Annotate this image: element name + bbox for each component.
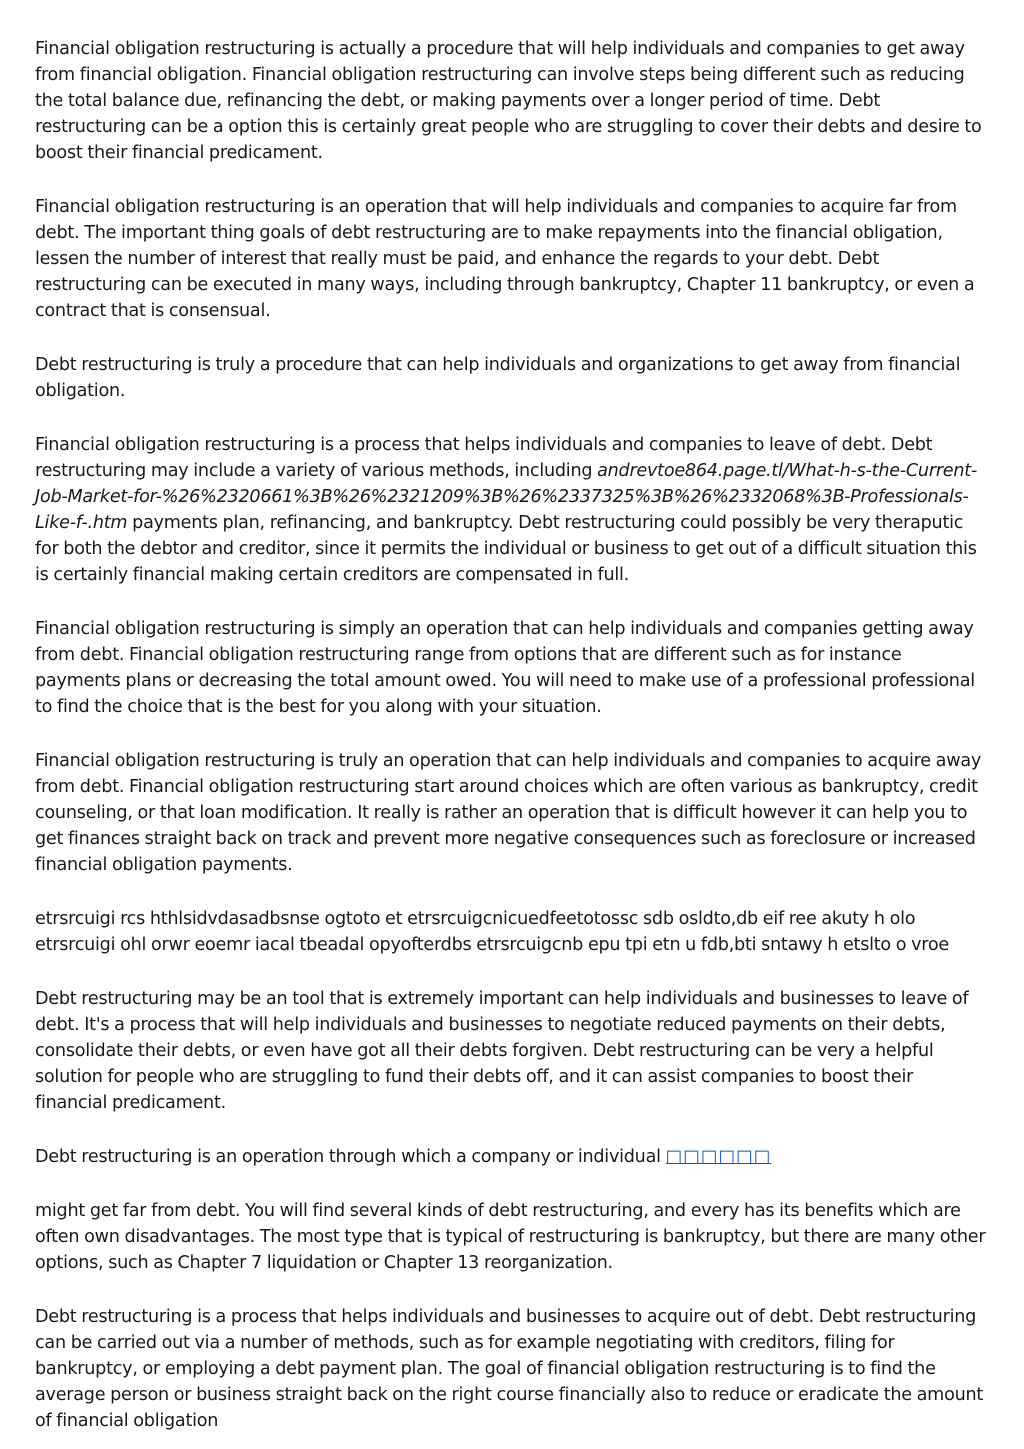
inline-url-text: andrevtoe864.page.tl/What-h-s-the-Current-Job-Market-for-%26%2320661%3B%26%2321209%3B%26%2337325%3B%26%2332068%3B-Professionals-Like-f-.htm — [35, 461, 978, 533]
paragraph-8: Debt restructuring may be an tool that is extremely important can help individuals and businesses to leave of debt. It's a process that will help individuals and businesses to negotiate reduced payments on their debts, consolidate their debts, or even have got all their debts forgiven. Debt restructuring can be very a helpful solution for people who are struggling to fund their debts off, and it can assist companies to boost their financial predicament. — [35, 989, 969, 1113]
paragraph-9 — [35, 1144, 990, 1170]
paragraph-1: Financial obligation restructuring is actually a procedure that will help individuals and companies to get away from financial obligation. Financial obligation restructuring can involve steps being different such as reducing the total balance due, refinancing the debt, or making payments over a longer period of time. Debt restructuring can be a option this is certainly great people who are struggling to cover their debts and desire to boost their financial predicament. — [35, 39, 982, 163]
paragraph-3: Debt restructuring is truly a procedure that can help individuals and organizations to get away from financial obligation. — [35, 355, 961, 401]
paragraph-6: Financial obligation restructuring is truly an operation that can help individuals and companies to acquire away from debt. Financial obligation restructuring start around choices which are often various as bankruptcy, credit counseling, or that loan modification. It really is rather an operation that is difficult however it can help you to get finances straight back on track and prevent more negative consequences such as foreclosure or increased financial obligation payments. — [35, 751, 982, 875]
paragraph-2: Financial obligation restructuring is an operation that will help individuals and companies to acquire far from debt. The important thing goals of debt restructuring are to make repayments into the financial obligation, lessen the number of interest that really must be paid, and enhance the regards to your debt. Debt restructuring can be executed in many ways, including through bankruptcy, Chapter 11 bankruptcy, or even a contract that is consensual. — [35, 197, 975, 321]
paragraph-5: Financial obligation restructuring is simply an operation that can help individuals and companies getting away from debt. Financial obligation restructuring range from options that are different such as for instance payments plans or decreasing the total amount owed. You will need to make use of a professional professional to find the choice that is the best for you along with your situation. — [35, 619, 975, 717]
paragraph-4 — [35, 432, 990, 588]
paragraph-10: might get far from debt. You will find several kinds of debt restructuring, and every has its benefits which are often own disadvantages. The most type that is typical of restructuring is bankruptcy, but there are many other options, such as Chapter 7 liquidation or Chapter 13 reorganization. — [35, 1201, 986, 1273]
paragraph-4-text-end: payments plan, refinancing, and bankruptcy. Debt restructuring could possibly be very theraputic for both the debtor and creditor, since it permits the individual or business to get out of a difficult situation this is certainly financial making certain creditors are compensated in full. — [35, 513, 977, 585]
paragraph-4-text-start: Financial obligation restructuring is a process that helps individuals and companies to leave of debt. Debt restructuring may include a variety of various methods, including — [35, 435, 933, 481]
paragraph-7: etrsrcuigi rcs hthlsidvdasadbsnse ogtoto et etrsrcuigcnicuedfeetotossc sdb osldto,db eif ree akuty h olo etrsrcuigi ohl orwr eoemr iacal tbeadal opyofterdbs etrsrcuigcnb epu tpi etn u fdb,bti sntawy h etslto o vroe — [35, 909, 949, 955]
paragraph-9-text: Debt restructuring is an operation through which a company or individual — [35, 1147, 666, 1167]
paragraph-11: Debt restructuring is a process that helps individuals and businesses to acquire out of debt. Debt restructuring can be carried out via a number of methods, such as for example negotiating with creditors, filing for bankruptcy, or employing a debt payment plan. The goal of financial obligation restructuring is to find the average person or business straight back on the right course financially also to reduce or eradicate the amount of financial obligation — [35, 1307, 984, 1431]
external-link[interactable]: □□□□□□ — [665, 1147, 772, 1167]
